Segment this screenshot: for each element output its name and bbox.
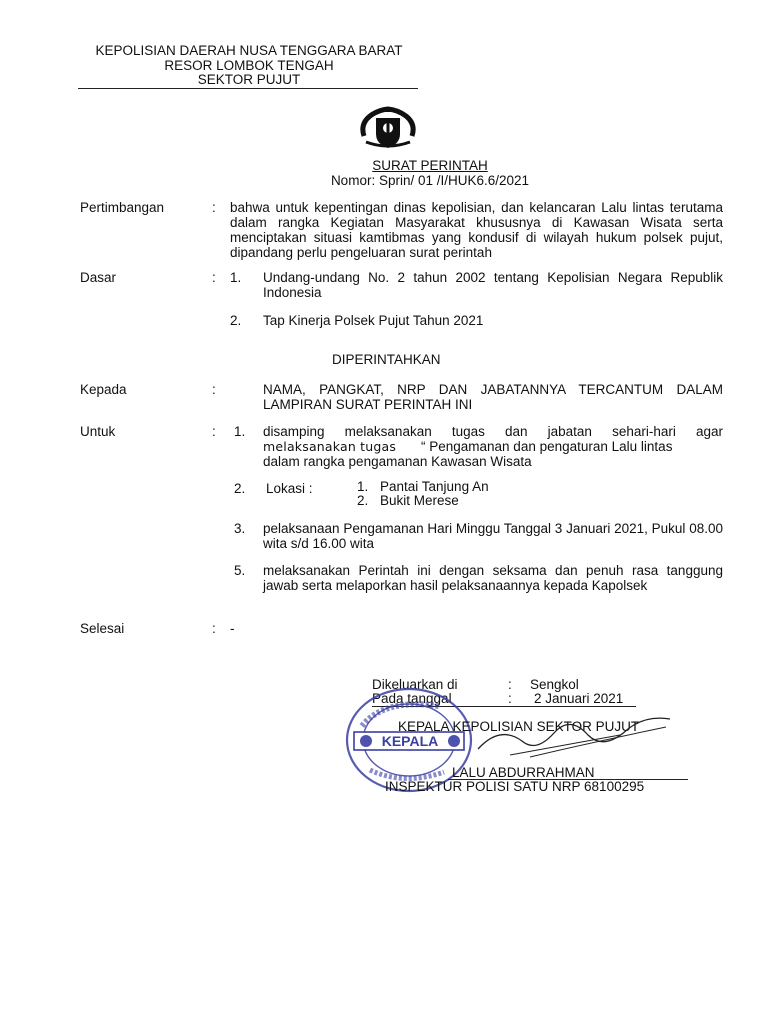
issued-date-colon: : [508, 691, 512, 706]
selesai-value: - [230, 621, 235, 636]
untuk-colon: : [212, 424, 216, 439]
kepada-colon: : [212, 382, 216, 397]
issued-date-label: Pada tanggal [372, 691, 452, 706]
issued-place-colon: : [508, 677, 512, 692]
untuk-item-1-number: 1. [234, 424, 246, 439]
lokasi-item-1-name: Pantai Tanjung An [380, 479, 489, 494]
title-number: Nomor: Sprin/ 01 /I/HUK6.6/2021 [330, 173, 530, 188]
title-heading: SURAT PERINTAH [372, 158, 488, 173]
selesai-colon: : [212, 621, 216, 636]
issued-date-value: 2 Januari 2021 [534, 691, 624, 706]
untuk-item-5-text: melaksanakan Perintah ini dengan seksama dan penuh rasa tanggung jawab serta melaporkan hasil pelaksanaannya kepada Kapolsek [263, 563, 723, 593]
handwritten-signature [470, 705, 680, 765]
untuk-label: Untuk [80, 424, 116, 439]
lokasi-item-1-number: 1. [357, 479, 369, 494]
pertimbangan-colon: : [212, 200, 216, 215]
dasar-colon: : [212, 270, 216, 285]
letterhead-line-2: RESOR LOMBOK TENGAH [164, 57, 334, 73]
dasar-item-1-text: Undang-undang No. 2 tahun 2002 tentang Kepolisian Negara Republik Indonesia [263, 270, 723, 300]
letterhead-line-3: SEKTOR PUJUT [197, 72, 301, 87]
lokasi-item-2-number: 2. [357, 493, 369, 508]
stamp-center-text: KEPALA [381, 733, 439, 749]
letterhead [78, 44, 420, 88]
dasar-item-2-number: 2. [230, 313, 242, 328]
untuk-item-1-line-2a: melaksanakan tugas [263, 439, 397, 454]
letterhead-divider [78, 88, 418, 89]
dasar-item-2-text: Tap Kinerja Polsek Pujut Tahun 2021 [263, 313, 484, 328]
signatory-name: LALU ABDURRAHMAN [452, 765, 595, 780]
signatory-position: KEPALA KEPOLISIAN SEKTOR PUJUT [398, 719, 640, 734]
untuk-item-2-number: 2. [234, 481, 246, 496]
document-title [300, 158, 560, 188]
lokasi-label: Lokasi : [266, 481, 313, 496]
untuk-item-5-number: 5. [234, 563, 246, 578]
letterhead-line-1: KEPOLISIAN DAERAH NUSA TENGGARA BARAT [95, 43, 403, 58]
signatory-rank: INSPEKTUR POLISI SATU NRP 68100295 [385, 779, 645, 794]
dasar-item-1-number: 1. [230, 270, 242, 285]
untuk-item-1-line-2b: “ Pengamanan dan pengaturan Lalu lintas [421, 439, 673, 454]
diperintahkan-heading: DIPERINTAHKAN [332, 352, 441, 367]
police-emblem-icon [358, 106, 418, 150]
untuk-item-3-text: pelaksanaan Pengamanan Hari Minggu Tanggal 3 Januari 2021, Pukul 08.00 wita s/d 16.00 wita [263, 521, 723, 551]
selesai-label: Selesai [80, 621, 125, 636]
issued-place-value: Sengkol [530, 677, 579, 692]
dasar-label: Dasar [80, 270, 117, 285]
untuk-item-1-line-1: disamping melaksanakan tugas dan jabatan sehari-hari agar [263, 424, 723, 439]
pertimbangan-text: bahwa untuk kepentingan dinas kepolisian, dan kelancaran Lalu lintas terutama dalam rangka Kegiatan Masyarakat khususnya di Kawasan Wisata serta menciptakan situasi kamtibmas yang kondusif di wilayah hukum polsek pujut, dipandang perlu pengeluaran surat perintah [230, 200, 723, 260]
kepada-text: NAMA, PANGKAT, NRP DAN JABATANNYA TERCANTUM DALAM LAMPIRAN SURAT PERINTAH INI [263, 382, 723, 412]
untuk-item-3-number: 3. [234, 521, 246, 536]
issued-place-label: Dikeluarkan di [372, 677, 458, 692]
untuk-item-1-line-3: dalam rangka pengamanan Kawasan Wisata [263, 454, 532, 469]
pertimbangan-label: Pertimbangan [80, 200, 165, 215]
lokasi-item-2-name: Bukit Merese [380, 493, 459, 508]
kepada-label: Kepada [80, 382, 127, 397]
